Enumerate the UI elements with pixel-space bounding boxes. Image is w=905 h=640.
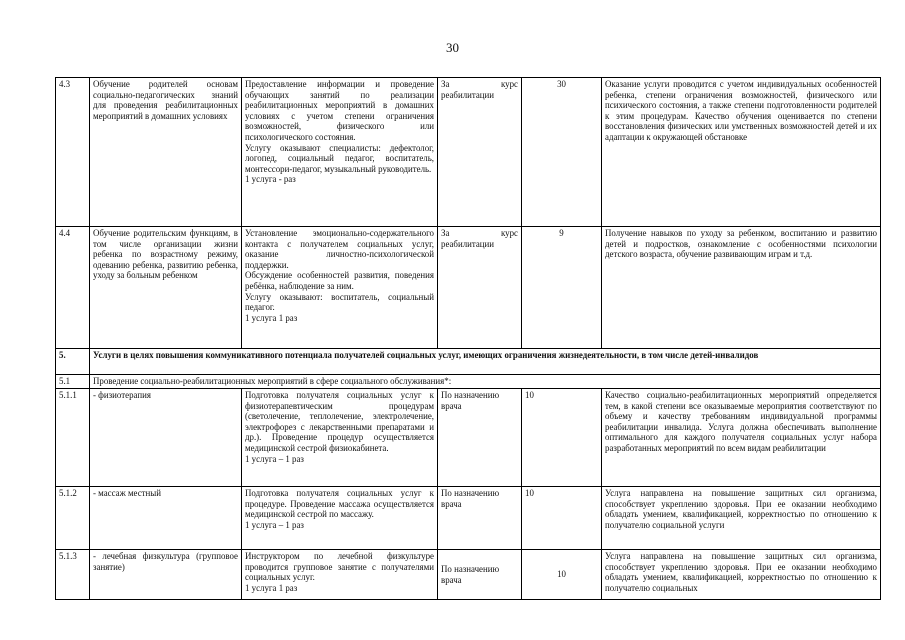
description-text: 1 услуга – 1 раз [245, 453, 304, 464]
description-text: Подготовка получателя социальных услуг к физиотерапевтическим процедурам (светолечение, теплолечение, электролечение, электрофорез с лекарственными препаратами и др.). Проведение процедур осуществляется медицинской сестрой физиокабинета. [245, 390, 434, 453]
table-row [56, 227, 881, 349]
page-number: 30 [446, 40, 459, 55]
service-quality: Услуга направлена на повышение защитных сил организма, способствует укреплению здоровья. При ее оказании необходимо обладать умением, квалификацией, корректностью по отношению к получателю социальной услуги [602, 487, 881, 550]
service-name: Обучение родителей основам социально-педагогических знаний для проведения реабилитационных мероприятий в домашних условиях [90, 78, 242, 227]
description-text: Подготовка получателя социальных услуг к процедуре. Проведение массажа осуществляется медицинской сестрой по массажу. [245, 488, 434, 520]
service-name: - массаж местный [90, 487, 242, 550]
subsection-number: 5.1 [56, 375, 90, 389]
service-description [242, 78, 438, 227]
table-row [56, 78, 881, 227]
row-number: 4.3 [56, 78, 90, 227]
table-row [56, 550, 881, 600]
services-table [55, 77, 881, 600]
service-count: 10 [522, 389, 602, 487]
description-text: Обсуждение особенностей развития, поведения ребёнка, наблюдение за ним. [245, 270, 434, 291]
description-text: Установление эмоционально-содержательного контакта с получателем социальных услуг, оказание личностно-психологической поддержки. [245, 228, 434, 270]
service-period: По назначению врача [438, 487, 522, 550]
row-number: 5.1.2 [56, 487, 90, 550]
service-description [242, 487, 438, 550]
description-text: 1 услуга - раз [245, 174, 296, 185]
service-description [242, 550, 438, 600]
service-period: За курс реабилитации [438, 78, 522, 227]
description-text: Услугу оказывают специалисты: дефектолог, логопед, социальный педагог, воспитатель, монтессори-педагог, музыкальный руководитель. [245, 142, 434, 174]
service-count: 30 [522, 78, 602, 227]
service-period: По назначению врача [438, 389, 522, 487]
service-count: 10 [522, 550, 602, 600]
service-description [242, 389, 438, 487]
service-period: За курс реабилитации [438, 227, 522, 349]
table-row [56, 487, 881, 550]
service-quality: Оказание услуги проводится с учетом индивидуальных особенностей ребенка, степени ограничения возможностей, физического или психического состояния, а также степени подготовленности родителей к этим процедурам. Качество обучения оценивается по степени восстановления физических или умственных возможностей детей и их адаптации к окружающей обстановке [602, 78, 881, 227]
section-header-row [56, 349, 881, 375]
section-number: 5. [56, 349, 90, 375]
description-text: 1 услуга 1 раз [245, 312, 298, 323]
row-number: 5.1.1 [56, 389, 90, 487]
row-number: 5.1.3 [56, 550, 90, 600]
description-text: Инструктором по лечебной физкультуре проводится групповое занятие с получателями социальных услуг. [245, 551, 434, 583]
row-number: 4.4 [56, 227, 90, 349]
description-text: 1 услуга – 1 раз [245, 519, 304, 530]
service-name: Обучение родительским функциям, в том числе организации жизни ребенка по возрастному режиму, одеванию ребенка, развитию ребенка, уходу за больным ребенком [90, 227, 242, 349]
service-description [242, 227, 438, 349]
description-text: Услугу оказывают: воспитатель, социальный педагог. [245, 291, 434, 313]
service-name: - физиотерапия [90, 389, 242, 487]
service-quality: Услуга направлена на повышение защитных сил организма, способствует укреплению здоровья. При ее оказании необходимо обладать умением, квалификацией, корректностью по отношению к получателю социальных [602, 550, 881, 600]
service-count: 9 [522, 227, 602, 349]
subsection-row [56, 375, 881, 389]
table-row [56, 389, 881, 487]
service-period: По назначению врача [438, 550, 522, 600]
service-name: - лечебная физкультура (групповое занятие) [90, 550, 242, 600]
service-quality: Качество социально-реабилитационных мероприятий определяется тем, в какой степени все оказываемые мероприятия соответствуют по объему и качеству требованиям индивидуальной программы реабилитации инвалида. Услуга должна обеспечивать выполнение оптимального для каждого получателя социальных услуг набора разработанных мероприятий по всем видам реабилитации [602, 389, 881, 487]
subsection-title: Проведение социально-реабилитационных мероприятий в сфере социального обслуживания*: [90, 375, 881, 389]
service-quality: Получение навыков по уходу за ребенком, воспитанию и развитию детей и подростков, ознакомление с особенностями психологии детского возраста, обучение развивающим играм и т.д. [602, 227, 881, 349]
description-text: 1 услуга 1 раз [245, 582, 298, 593]
description-text: Предоставление информации и проведение обучающих занятий по реализации реабилитационных мероприятий в домашних условиях с учетом степени ограничения возможностей, физического или психологического состояния. [245, 79, 434, 142]
service-count: 10 [522, 487, 602, 550]
section-title: Услуги в целях повышения коммуникативного потенциала получателей социальных услуг, имеющих ограничения жизнедеятельности, в том числе детей-инвалидов [90, 349, 881, 375]
